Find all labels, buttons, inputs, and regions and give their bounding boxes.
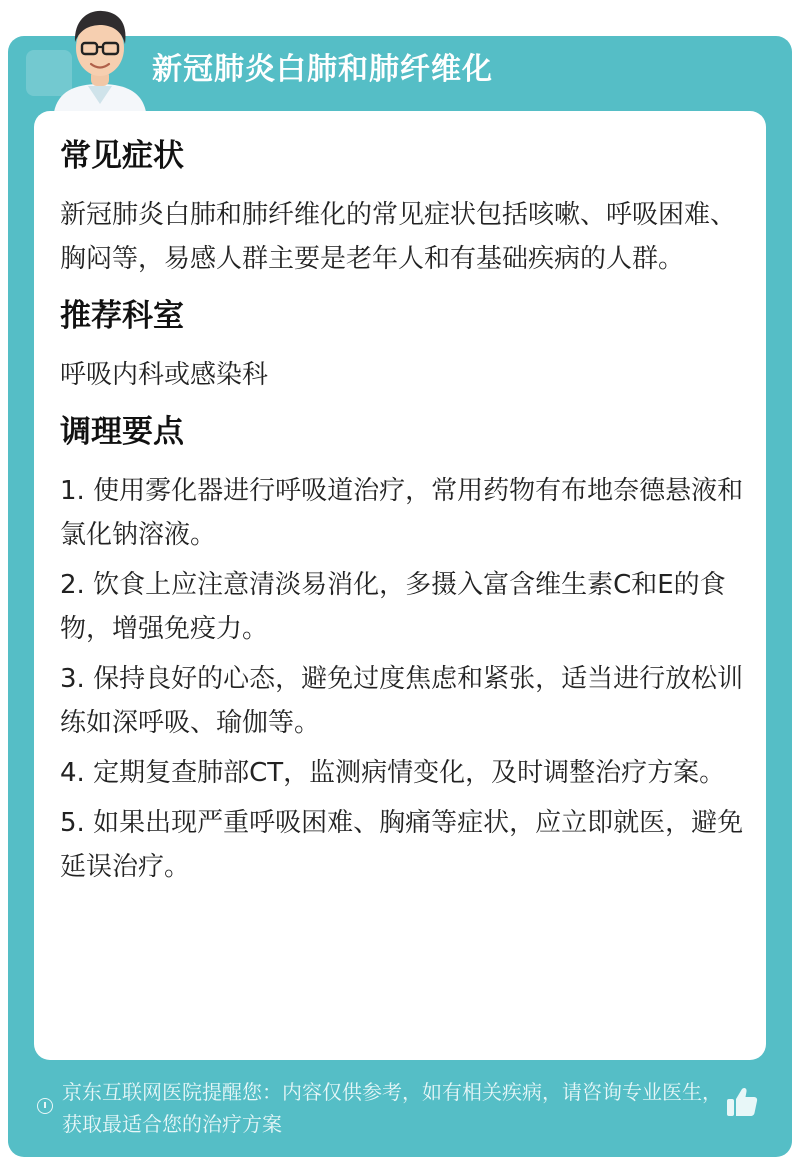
content-card	[34, 111, 766, 1060]
doctor-avatar	[44, 0, 156, 112]
care-point-item: 1. 使用雾化器进行呼吸道治疗，常用药物有布地奈德悬液和氯化钠溶液。	[60, 476, 744, 550]
care-point-item: 4. 定期复查肺部CT，监测病情变化，及时调整治疗方案。	[60, 758, 726, 788]
page-title: 新冠肺炎白肺和肺纤维化	[152, 52, 493, 87]
section-title-care-points: 调理要点	[60, 414, 184, 450]
footer-disclaimer: 京东互联网医院提醒您：内容仅供参考，如有相关疾病，请咨询专业医生，获取最适合您的治疗方案	[62, 1080, 722, 1136]
care-point-item: 5. 如果出现严重呼吸困难、胸痛等症状，应立即就医，避免延误治疗。	[60, 808, 744, 882]
care-point-item: 3. 保持良好的心态，避免过度焦虑和紧张，适当进行放松训练如深呼吸、瑜伽等。	[60, 664, 744, 738]
care-point-item: 2. 饮食上应注意清淡易消化，多摄入富含维生素C和E的食物，增强免疫力。	[60, 570, 726, 644]
department-text: 呼吸内科或感染科	[60, 360, 269, 390]
thumbs-up-icon[interactable]	[724, 1084, 760, 1120]
section-title-department: 推荐科室	[60, 298, 184, 334]
info-icon	[37, 1098, 53, 1114]
section-title-symptoms: 常见症状	[60, 138, 184, 174]
card-content	[60, 133, 744, 895]
symptoms-text: 新冠肺炎白肺和肺纤维化的常见症状包括咳嗽、呼吸困难、胸闷等，易感人群主要是老年人和有基础疾病的人群。	[60, 200, 737, 274]
